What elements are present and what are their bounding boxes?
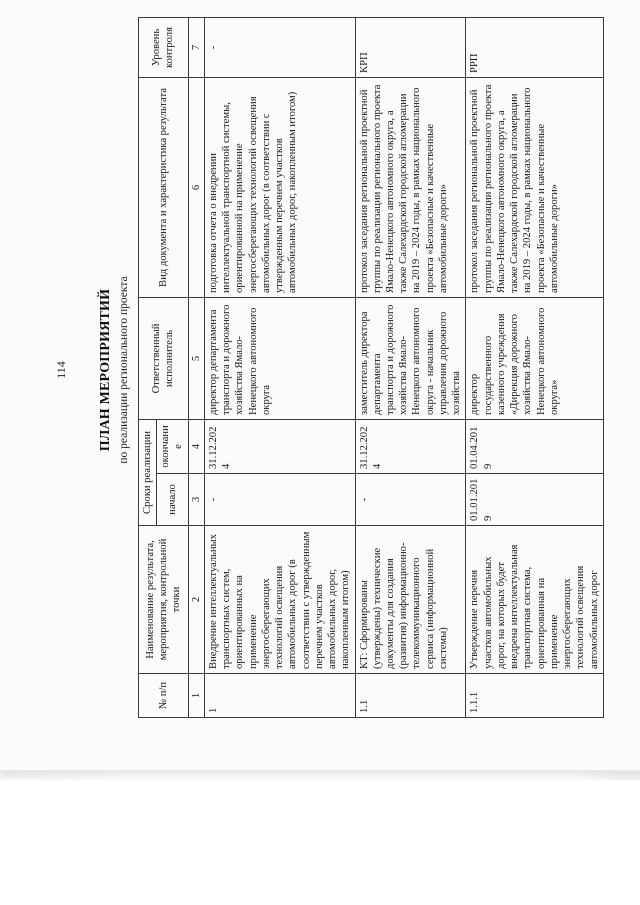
- row-responsible: заместитель директора департамента транспорта и дорожного хозяйства Ямало-Ненецкого автономного округа - начальник управления дорожного хозяйства: [355, 298, 466, 420]
- column-number: 1: [188, 674, 204, 718]
- header-responsible: Ответственный исполнитель: [139, 298, 189, 420]
- column-number: 6: [188, 78, 204, 298]
- row-control: -: [204, 18, 355, 78]
- row-responsible: директор департамента транспорта и дорожного хозяйства Ямало-Ненецкого автономного округа: [204, 298, 355, 420]
- row-start: 01.01.2019: [466, 474, 603, 526]
- header-end: окончание: [157, 420, 188, 474]
- table-row: [466, 18, 603, 718]
- row-end: 31.12.2024: [204, 420, 355, 474]
- row-control: КРП: [355, 18, 466, 78]
- header-document: Вид документа и характеристика результата: [139, 78, 189, 298]
- row-end: 31.12.2024: [355, 420, 466, 474]
- row-start: -: [204, 474, 355, 526]
- row-document: протокол заседания региональной проектной группы по реализации регионального проекта Ямало-Ненецкого автономного округа, а также Салехардской городской агломерации на 2019 – 2024 годы, в рамках национального проекта «Безопасные и качественные автомобильные дороги»: [355, 78, 466, 298]
- row-num: 1.1: [355, 674, 466, 718]
- column-number: 5: [188, 298, 204, 420]
- row-name: КТ: Сформированы (утверждены) технические документы для создания (развития) информационно-телекоммуникационного сервиса (информационной системы): [355, 526, 466, 674]
- table-row: [355, 18, 466, 718]
- header-control: Уровень контроля: [139, 18, 189, 78]
- row-num: 1.1.1: [466, 674, 603, 718]
- page-number: 114: [54, 361, 68, 379]
- header-start: начало: [157, 474, 188, 526]
- header-name: Наименование результата, мероприятия, контрольной точки: [139, 526, 189, 674]
- column-number: 4: [188, 420, 204, 474]
- column-number: 7: [188, 18, 204, 78]
- column-number: 2: [188, 526, 204, 674]
- column-number: 3: [188, 474, 204, 526]
- plan-table: [138, 17, 604, 718]
- row-document: протокол заседания региональной проектной группы по реализации регионального проекта Ямало-Ненецкого автономного округа, а также Салехардской городской агломерации на 2019 – 2024 годы, в рамках национального проекта «Безопасные и качественные автомобильные дороги»: [466, 78, 603, 298]
- header-num: № п/п: [139, 674, 189, 718]
- row-end: 01.04.2019: [466, 420, 603, 474]
- table-row: [204, 18, 355, 718]
- row-name: Внедрение интеллектуальных транспортных систем, ориентированных на применение энергосберегающих технологий освещения автомобильных дорог (в соответствии с утвержденным перечнем участков автомобильных дорог, накопленным итогом): [204, 526, 355, 674]
- column-number-row: [188, 18, 204, 718]
- header-deadlines: Сроки реализации: [139, 420, 157, 526]
- row-responsible: директор государственного казенного учреждения «Дирекция дорожного хозяйства Ямало-Ненецкого автономного округа»: [466, 298, 603, 420]
- document-title: ПЛАН МЕРОПРИЯТИЙ: [98, 288, 113, 452]
- row-control: РРП: [466, 18, 603, 78]
- row-name: Утверждение перечня участков автомобильных дорог, на которых будет внедрена интеллектуальная транспортная система, ориентированная на применение энергосберегающих технологий освещения автомобильных дорог: [466, 526, 603, 674]
- row-document: подготовка отчета о внедрении интеллектуальной транспортной системы, ориентированной на применение энергосберегающих технологий освещения автомобильных дорог (в соответствии с утвержденным перечнем участков автомобильных дорог, накопленным итогом): [204, 78, 355, 298]
- row-num: 1: [204, 674, 355, 718]
- row-start: -: [355, 474, 466, 526]
- document-subtitle: по реализации регионального проекта: [118, 276, 130, 464]
